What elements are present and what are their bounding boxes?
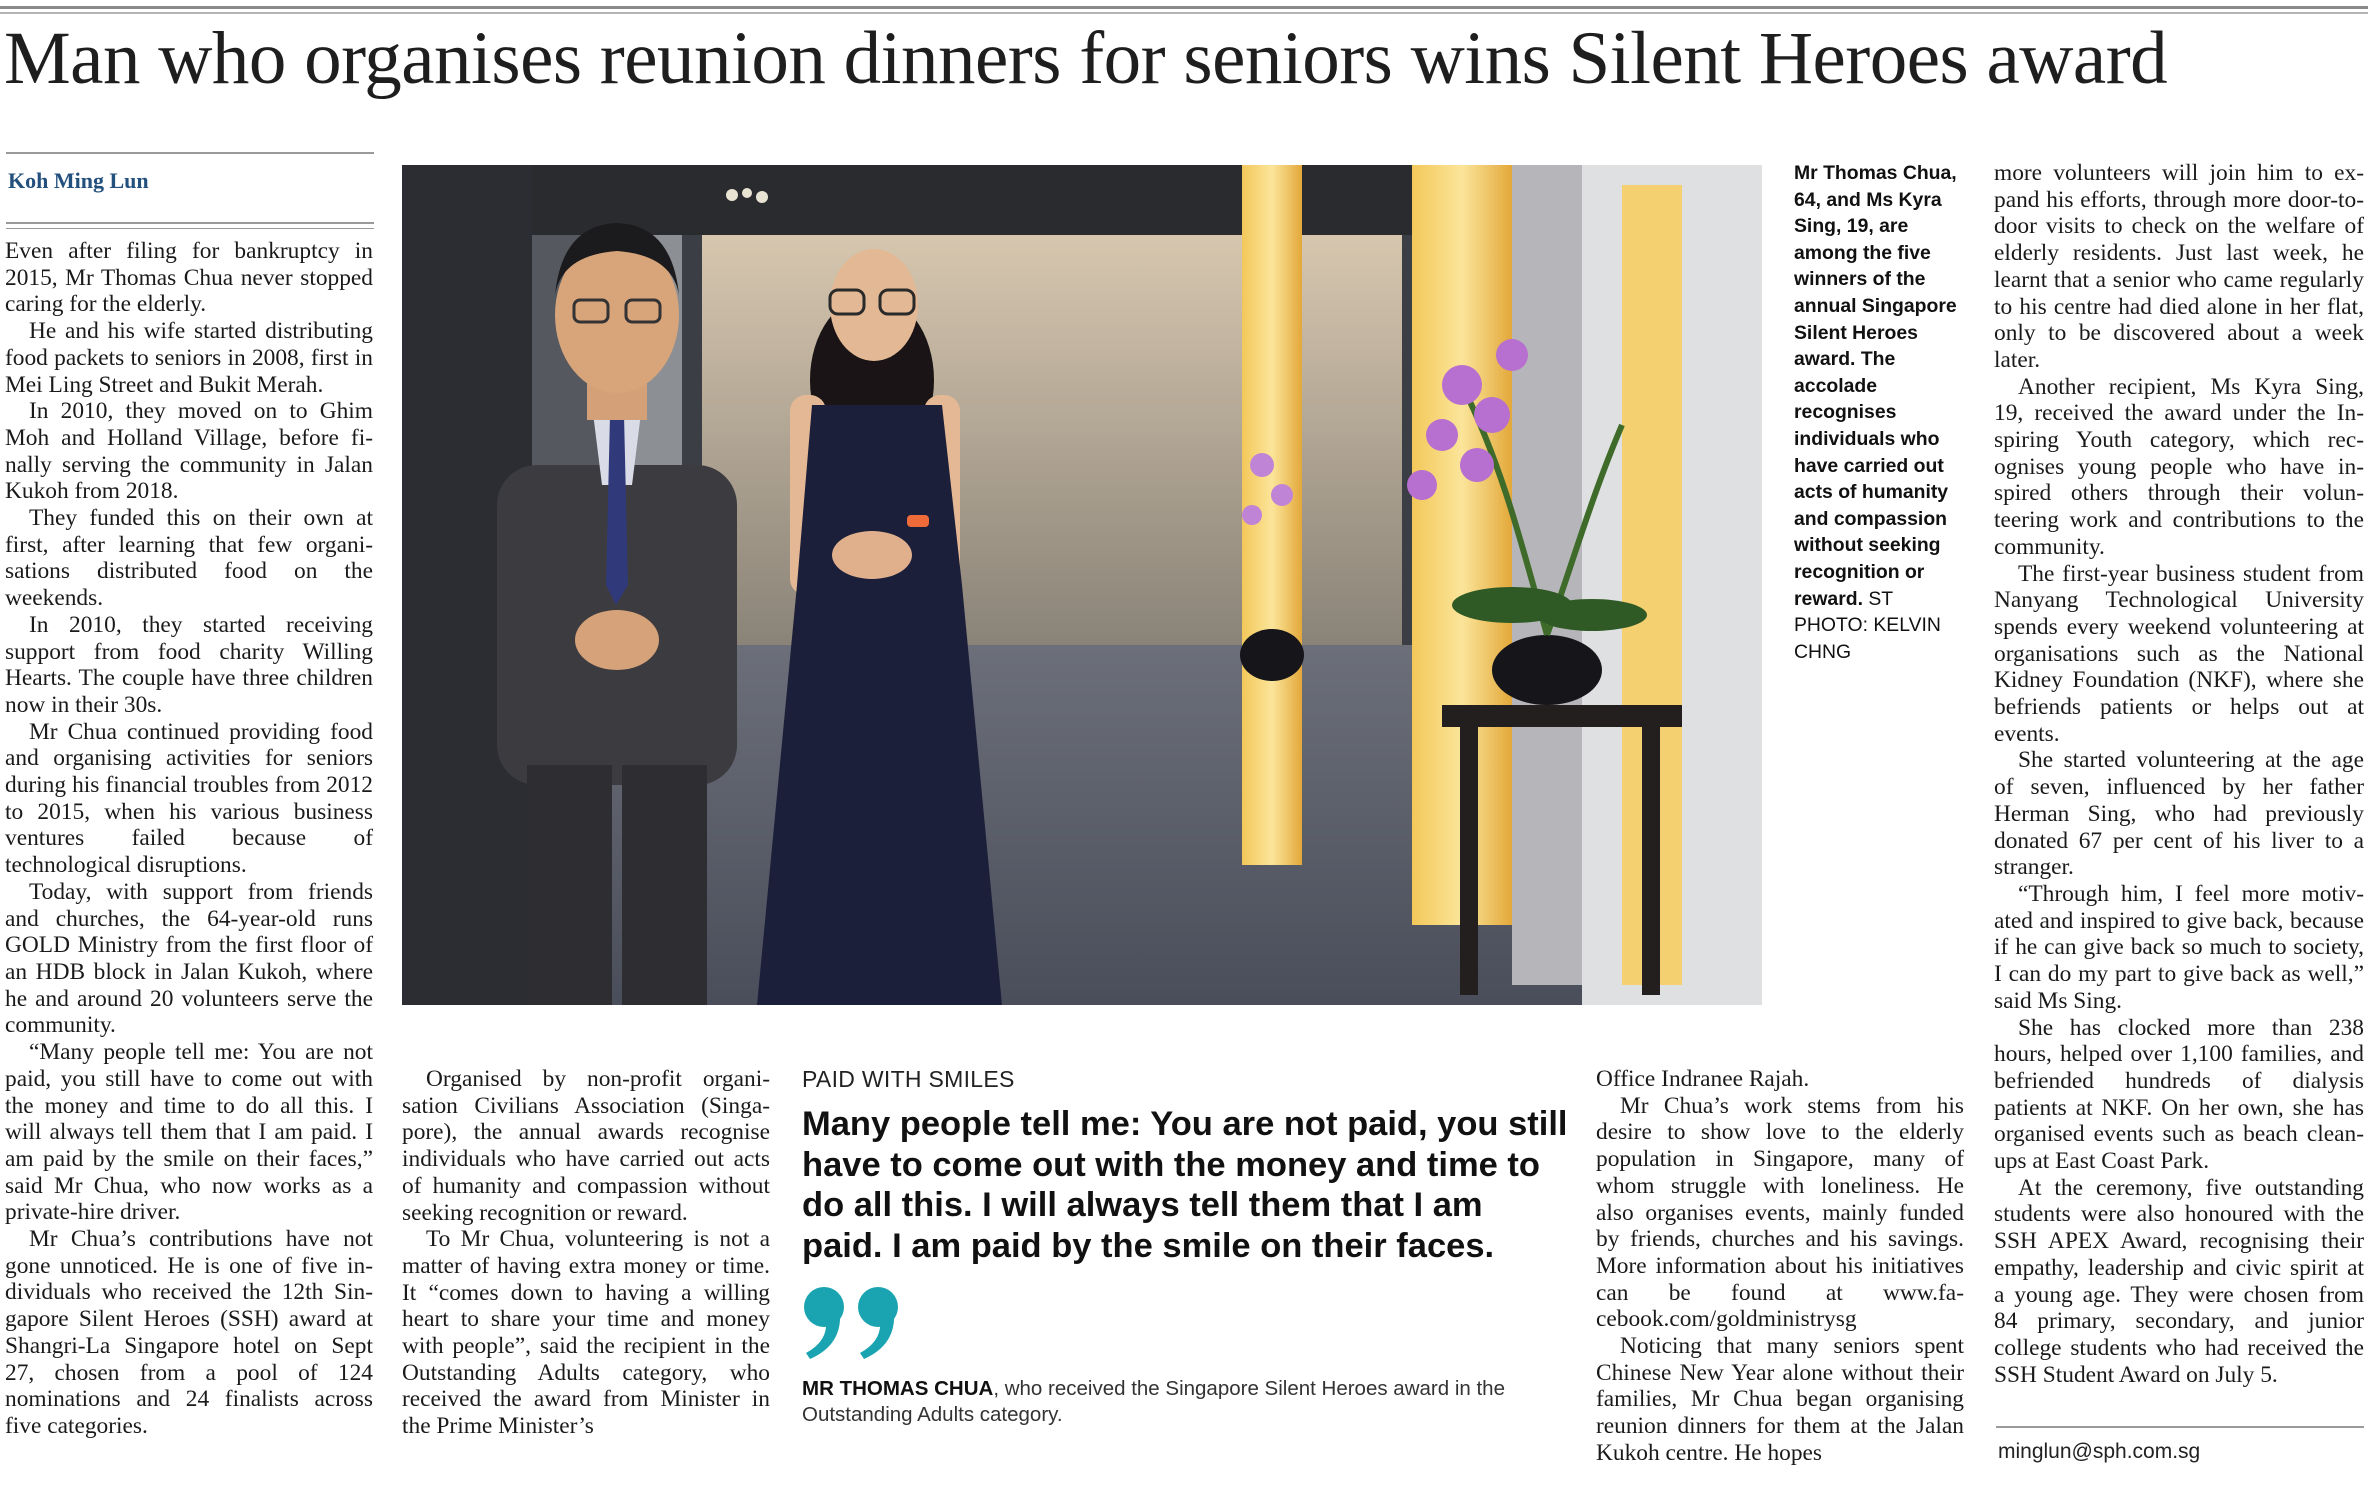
paragraph: To Mr Chua, volunteering is not a matter of having extra money or time. It “comes down to having a willing heart to share your time and money with people”, said the recipient in the Outstanding Adults category, who received the award from Minister in the Prime Minister’s (402, 1226, 770, 1440)
paragraph: Today, with support from friends and churches, the 64-year-old runs GOLD Ministry from the first floor of an HDB block in Jalan Kukoh, where he and around 20 volunteers serve the community. (5, 878, 373, 1039)
article-photo (402, 165, 1762, 1005)
email-rule (1996, 1426, 2364, 1428)
paragraph: The first-year business student from Nanyang Technological University spends every weekend volunteering at organisations such as the National Kidney Foundation (NKF), where she befriends patients or helps out at events. (1994, 560, 2364, 747)
paragraph: Mr Chua continued providing food and organising activities for seniors during his financial troubles from 2012 to 2015, when his various business ventures failed because of technological disruptions. (5, 718, 373, 879)
article-column-4 (1994, 160, 2364, 1388)
byline: Koh Ming Lun (8, 168, 149, 193)
pull-quote-kicker: PAID WITH SMILES (802, 1066, 1015, 1092)
photo-caption (1794, 160, 1972, 665)
quote-attribution-text: , who received the Singapore Silent Heroes award in the Outstanding Adults category. (802, 1377, 1505, 1426)
article-column-2 (402, 1066, 770, 1440)
paragraph: She has clocked more than 238 hours, helped over 1,100 families, and befriended hundreds of dialysis patients at NKF. On her own, she has organised events such as beach clean-ups at East Coast Park. (1994, 1014, 2364, 1175)
caption-text: Mr Thomas Chua, 64, and Ms Kyra Sing, 19, are among the five winners of the annual Singapore Silent Heroes award. The accolade recognises individuals who have carried out acts of humanity and compassion without seeking recognition or reward. (1794, 162, 1957, 610)
article-column-3 (1596, 1066, 1964, 1467)
photo-credit: ST PHOTO: KELVIN CHNG (1794, 587, 1941, 663)
paragraph: Office Indranee Rajah. (1596, 1066, 1810, 1092)
byline-rule-top (6, 152, 374, 154)
pull-quote-text: Many people tell me: You are not paid, you still have to come out with the money and time to do all this. I will always tell them that I am paid. I am paid by the smile on their faces. (802, 1105, 1568, 1265)
top-rule (0, 6, 2368, 9)
paragraph: In 2010, they started receiving support from food charity Willing Hearts. The couple have three children now in their 30s. (5, 611, 373, 718)
paragraph: They funded this on their own at first, after learning that few organisations distributed food on the weekends. (5, 505, 373, 612)
article-column-1 (5, 238, 373, 1440)
headline: Man who organises reunion dinners for seniors wins Silent Heroes award (4, 17, 2168, 100)
paragraph: Organised by non-profit organisation Civilians Association (Singapore), the annual awards recognise individuals who have carried out acts of humanity and compassion without seeking recognition or reward. (402, 1066, 770, 1226)
paragraph: In 2010, they moved on to Ghim Moh and Holland Village, before finally serving the community in Jalan Kukoh from 2018. (5, 398, 373, 505)
paragraph: Another recipient, Ms Kyra Sing, 19, received the award under the Inspiring Youth category, which recognises young people who have inspired others through their volunteering work and contributions to the community. (1994, 373, 2364, 560)
pull-quote-attribution (802, 1376, 1562, 1428)
paragraph: Noticing that many seniors spent Chinese New Year alone without their families, Mr Chua began organising reunion dinners for them at the Jalan Kukoh centre. He hopes (1596, 1333, 1964, 1466)
paragraph: Even after filing for bankruptcy in 2015, Mr Thomas Chua never stopped caring for the elderly. (5, 238, 373, 318)
paragraph: He and his wife started distributing food packets to seniors in 2008, first in Mei Ling Street and Bukit Merah. (5, 318, 373, 398)
paragraph: “Through him, I feel more motivated and inspired to give back, because if he can give back so much to society, I can do my part to give back as well,” said Ms Sing. (1994, 880, 2364, 1014)
photo-illustration (402, 165, 1762, 1005)
paragraph: At the ceremony, five outstanding students were also honoured with the SSH APEX Award, recognising their empathy, leadership and civic spirit at a young age. They were chosen from 84 primary, secondary, and junior college students who had received the SSH Student Award on July 5. (1994, 1174, 2364, 1388)
byline-rule-bottom (6, 222, 374, 224)
author-email: minglun@sph.com.sg (1998, 1440, 2201, 1463)
byline-rule-bottom-2 (6, 228, 374, 229)
quote-speaker: MR THOMAS CHUA (802, 1377, 994, 1400)
paragraph: more volunteers will join him to expand his efforts, through more door-to-door visits to check on the welfare of elderly residents. Just last week, he learnt that a senior who came regularly to his centre had died alone in her flat, only to be discovered about a week later. (1994, 160, 2364, 373)
quote-mark-icon (802, 1283, 912, 1363)
paragraph: Mr Chua’s work stems from his desire to show love to the elderly population in Singapore, many of whom struggle with loneliness. He also organises events, mainly funded by friends, churches and his savings. More information about his initiatives can be found at www.facebook.com/goldministrysg (1596, 1092, 1964, 1333)
paragraph: She started volunteering at the age of seven, influenced by her father Herman Sing, who had previously donated 67 per cent of his liver to a stranger. (1994, 747, 2364, 881)
paragraph: “Many people tell me: You are not paid, you still have to come out with the money and time to do all this. I will always tell them that I am paid. I am paid by the smile on their faces,” said Mr Chua, who now works as a private-hire driver. (5, 1039, 373, 1226)
paragraph: Mr Chua’s contributions have not gone unnoticed. He is one of five individuals who received the 12th Singapore Silent Heroes (SSH) award at Shangri-La Singapore hotel on Sept 27, chosen from a pool of 124 nominations and 24 finalists across five categories. (5, 1226, 373, 1439)
